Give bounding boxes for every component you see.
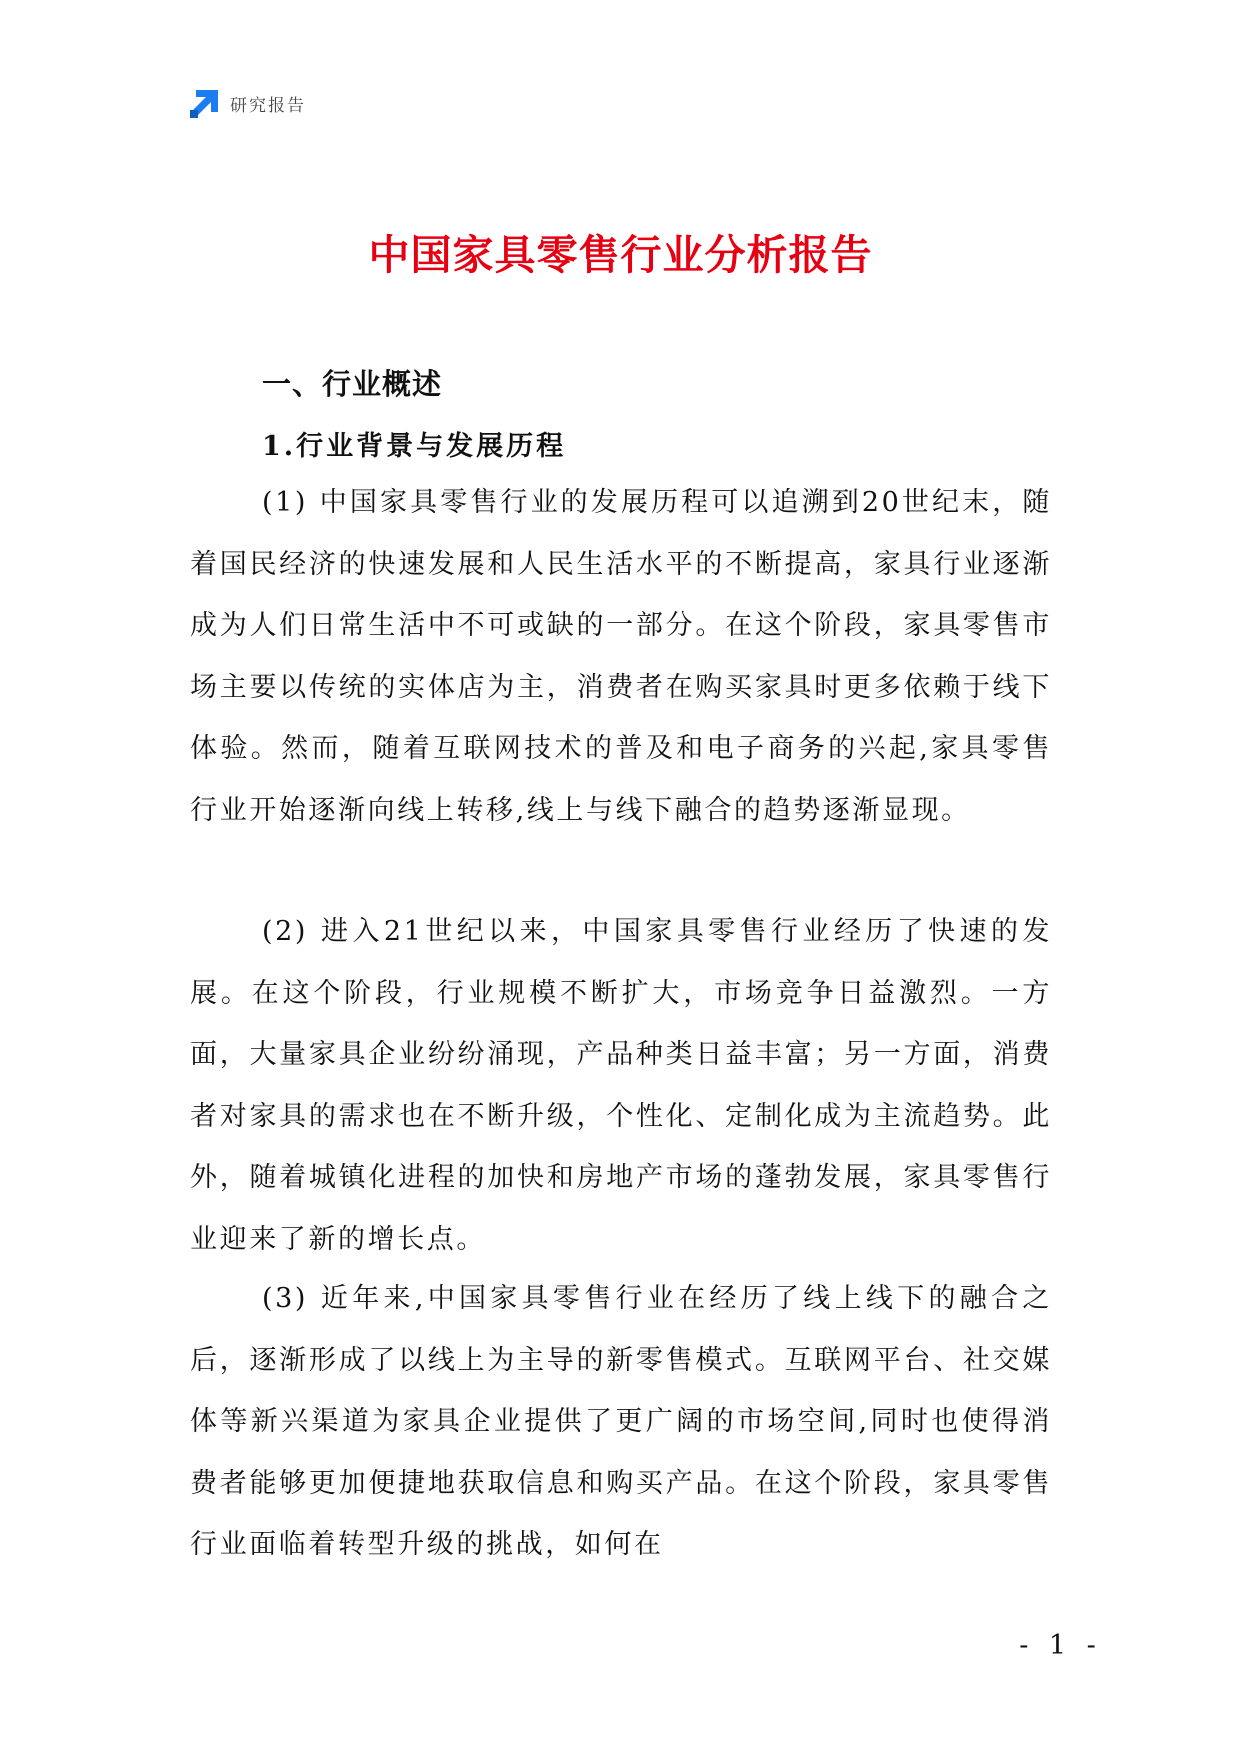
page-number: - 1 - (1019, 1630, 1102, 1661)
section-heading: 一、行业概述 (262, 367, 443, 401)
subsection-heading: 1.行业背景与发展历程 (262, 431, 567, 462)
paragraph-1: (1) 中国家具零售行业的发展历程可以追溯到20世纪末，随着国民经济的快速发展和人民生活水平的不断提高，家具行业逐渐成为人们日常生活中不可或缺的一部分。在这个阶段，家具零售市场主要以传统的实体店为主，消费者在购买家具时更多依赖于线下体验。然而，随着互联网技术的普及和电子商务的兴起,家具零售行业开始逐渐向线上转移,线上与线下融合的趋势逐渐显现。 (190, 487, 1052, 826)
header-label: 研究报告 (230, 95, 306, 116)
paragraph-2: (2) 进入21世纪以来，中国家具零售行业经历了快速的发展。在这个阶段，行业规模不断扩大，市场竞争日益激烈。一方面，大量家具企业纷纷涌现，产品种类日益丰富；另一方面，消费者对家具的需求也在不断升级，个性化、定制化成为主流趋势。此外，随着城镇化进程的加快和房地产市场的蓬勃发展，家具零售行业迎来了新的增长点。 (190, 916, 1052, 1255)
arrow-up-right-logo-icon (190, 88, 220, 118)
report-header (190, 88, 306, 118)
paragraph-3: (3) 近年来,中国家具零售行业在经历了线上线下的融合之后，逐渐形成了以线上为主导的新零售模式。互联网平台、社交媒体等新兴渠道为家具企业提供了更广阔的市场空间,同时也使得消费者能够更加便捷地获取信息和购买产品。在这个阶段，家具零售行业面临着转型升级的挑战，如何在 (190, 1283, 1052, 1560)
document-title: 中国家具零售行业分析报告 (368, 231, 873, 279)
